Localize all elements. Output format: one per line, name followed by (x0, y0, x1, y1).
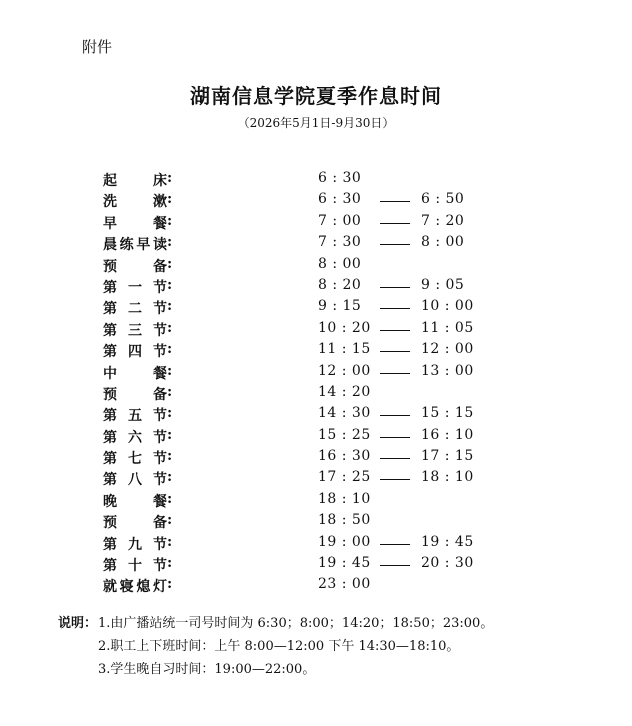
end-time: 11 : 05 (421, 319, 474, 336)
notes-label: 说明： (58, 616, 98, 631)
start-time: 6 : 30 (318, 170, 362, 186)
attachment-label: 附件 (82, 38, 113, 56)
schedule-label: 中 餐 : (103, 362, 173, 382)
start-time: 14 : 20 (318, 383, 371, 400)
range-dash (380, 544, 410, 545)
schedule-label: 第 二 节 : (103, 298, 173, 318)
end-time: 20 : 30 (421, 555, 474, 572)
schedule-label: 第 十 节 : (103, 555, 173, 575)
end-time: 18 : 10 (421, 469, 474, 486)
start-time: 6 : 30 (318, 191, 362, 208)
schedule-row (0, 254, 632, 275)
note-line-2: 2.职工上下班时间：上午 8:00—12:00 下午 14:30—18:10。 (98, 639, 460, 654)
end-time: 12 : 00 (421, 341, 474, 358)
start-time: 17 : 25 (318, 469, 371, 486)
schedule-label: 洗 漱 : (103, 191, 173, 211)
schedule-row (0, 296, 632, 317)
start-time: 8 : 00 (318, 255, 362, 272)
schedule-label: 第 六 节 : (103, 426, 173, 446)
start-time: 16 : 30 (318, 448, 371, 465)
schedule-label: 起 床 : (103, 170, 173, 189)
schedule-row (0, 382, 632, 403)
schedule-row (0, 189, 632, 210)
end-time: 7 : 20 (421, 212, 465, 229)
schedule-row (0, 275, 632, 296)
schedule-list (0, 168, 632, 596)
start-time: 18 : 50 (318, 512, 371, 529)
schedule-label: 预 备 : (103, 512, 173, 532)
schedule-label: 第 九 节 : (103, 533, 173, 553)
schedule-row (0, 168, 632, 189)
note-line-3: 3.学生晚自习时间：19:00—22:00。 (98, 662, 316, 677)
schedule-label: 第 三 节 : (103, 319, 173, 339)
range-dash (380, 244, 410, 245)
range-dash (380, 565, 410, 566)
start-time: 19 : 45 (318, 555, 371, 572)
schedule-row (0, 361, 632, 382)
schedule-label: 第 七 节 : (103, 448, 173, 468)
start-time: 14 : 30 (318, 405, 371, 422)
schedule-row (0, 489, 632, 510)
schedule-label: 早 餐 : (103, 212, 173, 232)
schedule-label: 晚 餐 : (103, 490, 173, 510)
range-dash (380, 308, 410, 309)
start-time: 7 : 30 (318, 234, 362, 251)
end-time: 8 : 00 (421, 234, 465, 251)
range-dash (380, 287, 410, 288)
schedule-row (0, 232, 632, 253)
end-time: 16 : 10 (421, 426, 474, 443)
schedule-row (0, 532, 632, 553)
end-time: 13 : 00 (421, 362, 474, 379)
start-time: 23 : 00 (318, 576, 371, 593)
schedule-label: 预 备 : (103, 383, 173, 403)
end-time: 10 : 00 (421, 298, 474, 315)
notes (58, 612, 493, 681)
schedule-row (0, 425, 632, 446)
schedule-row (0, 403, 632, 424)
date-range: （2026年5月1日-9月30日） (237, 116, 395, 130)
schedule-row (0, 574, 632, 595)
schedule-label: 第 一 节 : (103, 276, 173, 296)
range-dash (380, 479, 410, 480)
start-time: 9 : 15 (318, 298, 362, 315)
schedule-row (0, 211, 632, 232)
range-dash (380, 437, 410, 438)
end-time: 9 : 05 (421, 276, 465, 293)
end-time: 19 : 45 (421, 533, 474, 550)
schedule-row (0, 510, 632, 531)
range-dash (380, 330, 410, 331)
end-time: 15 : 15 (421, 405, 474, 422)
end-time: 17 : 15 (421, 448, 474, 465)
start-time: 10 : 20 (318, 319, 371, 336)
schedule-row (0, 467, 632, 488)
start-time: 7 : 00 (318, 212, 362, 229)
start-time: 8 : 20 (318, 276, 362, 293)
page-title: 湖南信息学院夏季作息时间 (190, 84, 442, 108)
start-time: 12 : 00 (318, 362, 371, 379)
schedule-row (0, 553, 632, 574)
start-time: 19 : 00 (318, 533, 371, 550)
start-time: 18 : 10 (318, 490, 371, 507)
schedule-label: 就 寝 熄 灯 : (103, 576, 173, 596)
schedule-label: 第 八 节 : (103, 469, 173, 489)
schedule-label: 晨 练 早 读 : (103, 234, 173, 254)
start-time: 15 : 25 (318, 426, 371, 443)
range-dash (380, 223, 410, 224)
range-dash (380, 415, 410, 416)
note-line-1: 1.由广播站统一司号时间为 6:30；8:00；14:20；18:50；23:00。 (98, 616, 494, 631)
schedule-label: 预 备 : (103, 255, 173, 275)
range-dash (380, 373, 410, 374)
range-dash (380, 458, 410, 459)
start-time: 11 : 15 (318, 341, 371, 358)
schedule-row (0, 339, 632, 360)
schedule-row (0, 446, 632, 467)
range-dash (380, 201, 410, 202)
schedule-row (0, 318, 632, 339)
range-dash (380, 351, 410, 352)
end-time: 6 : 50 (421, 191, 465, 208)
schedule-label: 第 四 节 : (103, 341, 173, 361)
schedule-label: 第 五 节 : (103, 405, 173, 425)
